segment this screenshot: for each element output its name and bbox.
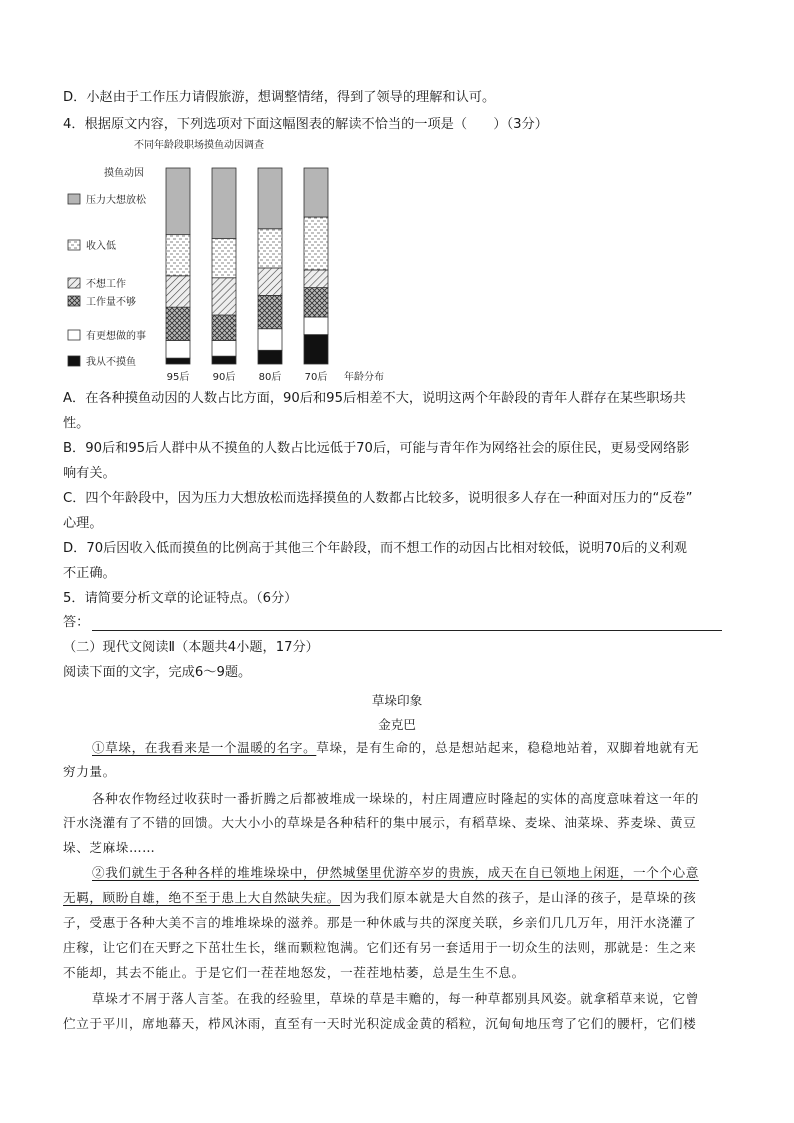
bar-70后-有更想做的事	[304, 317, 328, 335]
underlined-sentence-2-line1: ②我们就生于各种各样的堆堆垛垛中，伊然城堡里优游卒岁的贵族，成天在自已领地上闲逛，一个个心意	[92, 865, 699, 880]
bar-90后-我从不摸鱼	[212, 356, 236, 364]
option-b-line2: 响有关。	[63, 466, 116, 481]
bar-95后-工作量不够	[166, 307, 190, 340]
legend-swatch-我从不摸鱼	[68, 356, 80, 366]
legend-label-不想工作: 不想工作	[86, 279, 126, 290]
bar-90后-收入低	[212, 239, 236, 278]
answer-line[interactable]	[92, 630, 722, 631]
paragraph-3-line2: 无羁，顾盼自雄，绝不至于患上大自然缺失症。因为我们原本就是大自然的孩子，是山泽的孩子，是草垛的孩	[63, 890, 697, 905]
bar-70后-压力大想放松	[304, 168, 328, 217]
chart-title: 不同年龄段职场摸鱼动因调查	[134, 140, 264, 151]
bar-80后-我从不摸鱼	[258, 350, 282, 364]
underlined-sentence-1: ①草垛，在我看来是一个温暖的名字。	[92, 740, 317, 755]
bar-80后-有更想做的事	[258, 329, 282, 351]
legend-label-我从不摸鱼: 我从不摸鱼	[86, 357, 136, 368]
legend-title: 摸鱼动因	[104, 168, 144, 179]
legend-swatch-有更想做的事	[68, 330, 80, 340]
answer-label: 答：	[63, 615, 90, 630]
option-d-line2: 不正确。	[63, 566, 116, 581]
bar-70后-收入低	[304, 217, 328, 270]
legend-label-收入低: 收入低	[86, 241, 116, 252]
legend-label-压力大想放松: 压力大想放松	[86, 195, 146, 206]
article-author: 金克巴	[378, 717, 416, 732]
legend-label-有更想做的事: 有更想做的事	[86, 331, 146, 342]
bar-95后-我从不摸鱼	[166, 358, 190, 364]
bar-90后-有更想做的事	[212, 340, 236, 356]
underlined-sentence-2-line2: 无羁，顾盼自雄，绝不至于患上大自然缺失症。	[63, 890, 341, 905]
bar-80后-收入低	[258, 229, 282, 268]
option-a-line1: A．在各种摸鱼动因的人数占比方面，90后和95后相差不大，说明这两个年龄段的青年人群存在某些职场共	[63, 391, 686, 406]
paragraph-2-line1: 各种农作物经过收获时一番折腾之后都被堆成一垛垛的，村庄周遭应时隆起的实体的高度意味着这一年的	[92, 791, 699, 806]
paragraph-4-line1: 草垛才不屑于落人言荃。在我的经验里，草垛的草是丰赡的，每一种草都别具风姿。就拿稻草来说，它曾	[92, 991, 699, 1006]
paragraph-3-line4: 庄稼，让它们在天野之下茁壮生长，继而颗粒饱满。它们还有另一套适用于一切众生的法则，那就是：生之来	[63, 940, 697, 955]
bar-80后-工作量不够	[258, 295, 282, 328]
legend-swatch-收入低	[68, 240, 80, 250]
article-title: 草垛印象	[371, 693, 423, 708]
paragraph-1-line2: 穷力量。	[63, 764, 116, 779]
option-d-line1: D．70后因收入低而摸鱼的比例高于其他三个年龄段，而不想工作的动因占比相对较低，说明70后的义利观	[63, 541, 687, 556]
option-d-prev: D．小赵由于工作压力请假旅游，想调整情绪，得到了领导的理解和认可。	[63, 90, 496, 105]
bar-95后-压力大想放松	[166, 168, 190, 235]
x-tick-80后: 80后	[258, 372, 282, 383]
bar-90后-不想工作	[212, 278, 236, 315]
option-b-line1: B．90后和95后人群中从不摸鱼的人数占比远低于70后，可能与青年作为网络社会的原住民，更易受网络影	[63, 441, 690, 456]
stacked-bar-chart	[62, 138, 384, 388]
bar-95后-有更想做的事	[166, 340, 190, 358]
option-c-line2: 心理。	[63, 516, 103, 531]
x-axis-label: 年龄分布	[344, 372, 384, 383]
legend-swatch-工作量不够	[68, 296, 80, 306]
bar-70后-工作量不够	[304, 288, 328, 317]
bar-80后-压力大想放松	[258, 168, 282, 229]
paragraph-3-line3: 子，受惠于各种大美不言的堆堆垛垛的滋养。那是一种休戚与共的深度关联，乡亲们几几万年，用汗水浇灌了	[63, 915, 697, 930]
question-4: 4．根据原文内容，下列选项对下面这幅图表的解读不恰当的一项是（ ）（3分）	[63, 117, 548, 132]
bar-90后-工作量不够	[212, 315, 236, 340]
section-2-heading: （二）现代文阅读Ⅱ（本题共4小题，17分）	[63, 640, 319, 655]
option-c-line1: C．四个年龄段中，因为压力大想放松而选择摸鱼的人数都占比较多，说明很多人存在一种面对压力的“反卷”	[63, 491, 693, 506]
bar-80后-不想工作	[258, 268, 282, 295]
legend-swatch-压力大想放松	[68, 194, 80, 204]
bar-95后-不想工作	[166, 276, 190, 307]
question-5: 5．请简要分析文章的论证特点。（6分）	[63, 591, 298, 606]
paragraph-2-line2: 汗水浇灌有了不错的回馈。大大小小的草垛是各种秸秆的集中展示，有稻草垛、麦垛、油菜垛、荞麦垛、黄豆	[63, 815, 697, 830]
bar-70后-我从不摸鱼	[304, 335, 328, 364]
legend-label-工作量不够: 工作量不够	[86, 297, 136, 308]
paragraph-4-line2: 伫立于平川，席地幕天，栉风沐雨，直至有一天时光积淀成金黄的稻粒，沉甸甸地压弯了它们的腰杆，它们楼	[63, 1016, 697, 1031]
x-tick-95后: 95后	[166, 372, 190, 383]
legend-swatch-不想工作	[68, 278, 80, 288]
bar-90后-压力大想放松	[212, 168, 236, 239]
option-a-line2: 性。	[63, 416, 90, 431]
bar-70后-不想工作	[304, 270, 328, 288]
paragraph-1-line1: ①草垛，在我看来是一个温暖的名字。草垛，是有生命的，总是想站起来，稳稳地站着，双脚着地就有无	[92, 740, 699, 755]
paragraph-3-line5: 不能却，其去不能止。于是它们一茬茬地怒发，一茬茬地枯萎，总是生生不息。	[63, 965, 525, 980]
bar-95后-收入低	[166, 235, 190, 276]
reading-instruction: 阅读下面的文字，完成6～9题。	[63, 665, 252, 680]
x-tick-70后: 70后	[304, 372, 328, 383]
x-tick-90后: 90后	[212, 372, 236, 383]
paragraph-2-line3: 垛、芝麻垛……	[63, 840, 156, 855]
